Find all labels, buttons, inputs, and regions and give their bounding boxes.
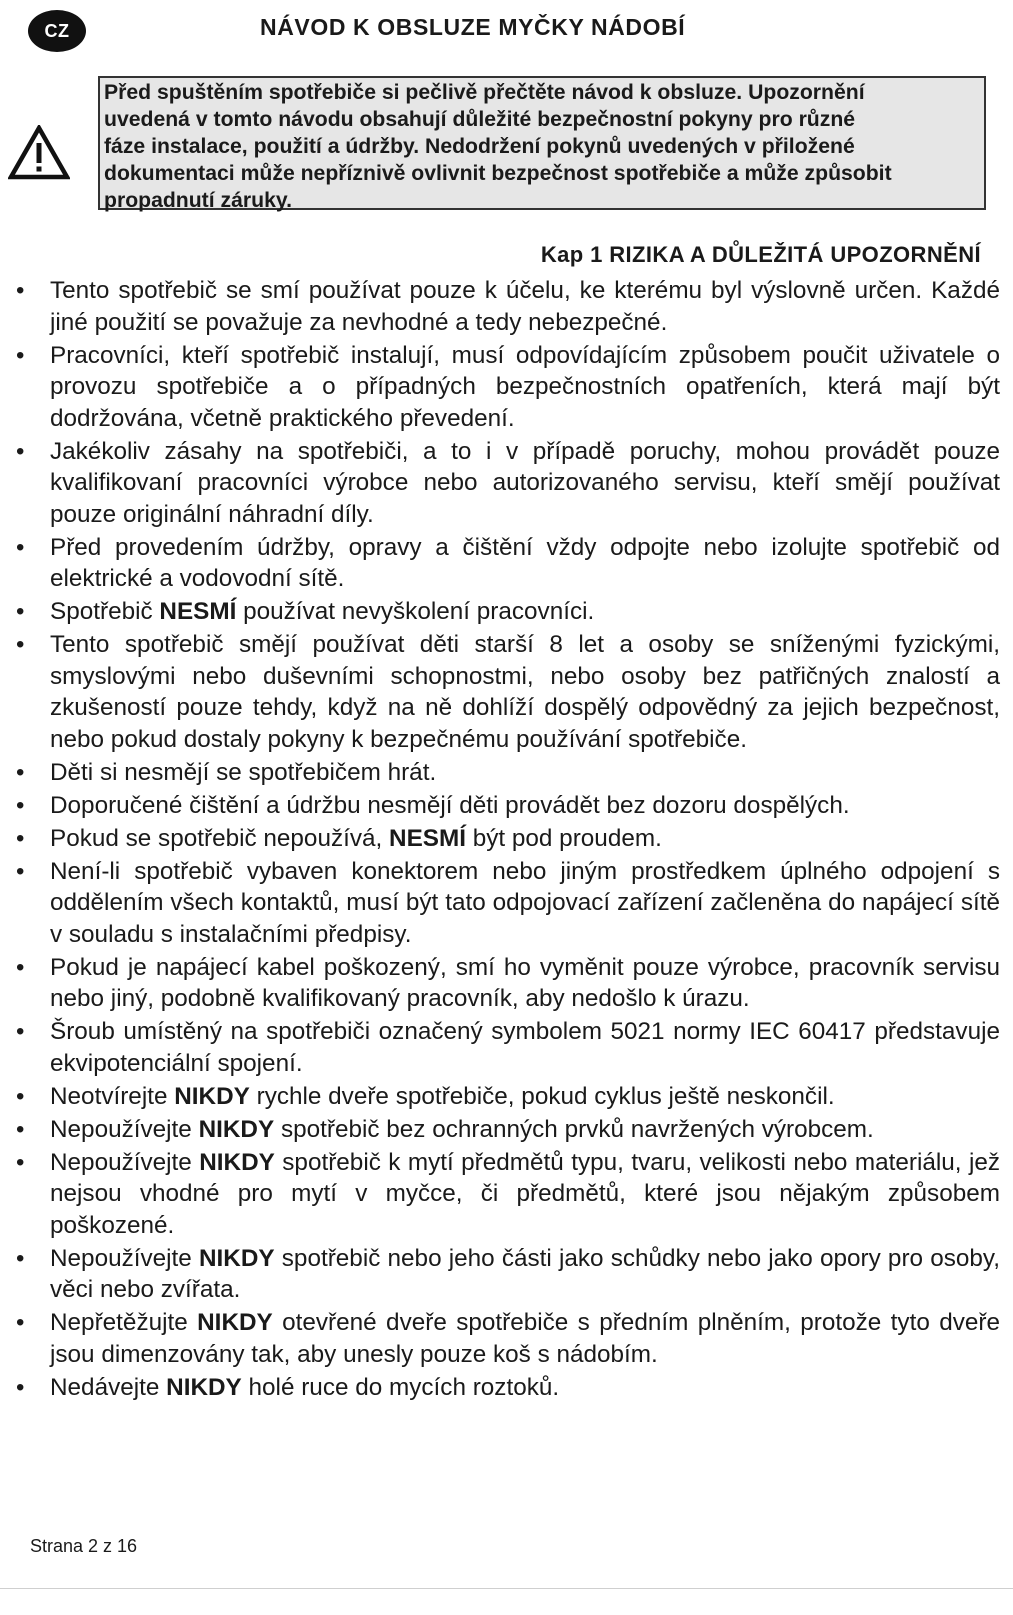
safety-rules-list bbox=[0, 275, 1010, 1405]
safety-rule-item bbox=[0, 856, 1000, 951]
safety-warning-box: Před spuštěním spotřebiče si pečlivě přečtěte návod k obsluze. Upozornění uvedená v tomto návodu obsahují důležité bezpečnostní pokyny pro různé fáze instalace, použití a údržby. Nedodržení pokynů uvedených v přiložené dokumentaci může nepříznivě ovlivnit bezpečnost spotřebiče a může způsobit propadnutí záruky. bbox=[98, 76, 986, 210]
emphasis-text: NESMÍ bbox=[389, 824, 466, 852]
emphasis-text: NESMÍ bbox=[159, 598, 237, 625]
safety-rule-item bbox=[0, 1147, 1000, 1242]
rule-text: používat nevyškolení pracovníci. bbox=[236, 598, 595, 625]
emphasis-text: NIKDY bbox=[198, 1115, 275, 1143]
rule-text: Tento spotřebič smějí používat děti starší 8 let a osoby se sníženými fyzickými, smyslovými nebo duševními schopnostmi, nebo osoby bez patřičných znalostí a zkušeností pouze tehdy, když na ně dohlíží dospělý odpovědný za jejich bezpečnost, nebo pokud dostaly pokyny k bezpečnému používání spotřebiče. bbox=[50, 631, 1000, 753]
rule-text: Tento spotřebič se smí používat pouze k účelu, ke kterému byl výslovně určen. Každé jiné použití se považuje za nevhodné a tedy nebezpečné. bbox=[50, 277, 1000, 336]
rule-text: Šroub umístěný na spotřebiči označený symbolem 5021 normy IEC 60417 představuje ekvipotenciální spojení. bbox=[50, 1018, 1000, 1077]
rule-text: Nepoužívejte bbox=[50, 1148, 200, 1176]
emphasis-text: NIKDY bbox=[197, 1309, 273, 1336]
rule-text: Pokud se spotřebič nepoužívá, bbox=[50, 824, 390, 852]
rule-text: Před provedením údržby, opravy a čištění vždy odpojte nebo izolujte spotřebič od elektrické a vodovodní sítě. bbox=[50, 533, 1000, 592]
document-title: NÁVOD K OBSLUZE MYČKY NÁDOBÍ bbox=[260, 14, 686, 40]
rule-text: Neotvírejte bbox=[50, 1082, 175, 1110]
safety-rule-item bbox=[0, 1372, 1000, 1404]
warning-triangle-icon bbox=[8, 125, 70, 181]
rule-text: Doporučené čištění a údržbu nesmějí děti provádět bez dozoru dospělých. bbox=[50, 791, 850, 819]
safety-rule-item bbox=[0, 275, 1000, 338]
rule-text: Nedávejte bbox=[50, 1373, 167, 1401]
rule-text: Pracovníci, kteří spotřebič instalují, musí odpovídajícím způsobem poučit uživatele o provozu spotřebiče a o případných bezpečnostních opatřeních, která mají být dodržována, včetně praktického převedení. bbox=[50, 341, 1000, 432]
emphasis-text: NIKDY bbox=[199, 1244, 275, 1272]
safety-rule-item bbox=[0, 1114, 1000, 1146]
rule-text: otevřené dveře spotřebiče s předním plněním, protože tyto dveře jsou dimenzovány tak, aby unesly pouze koš s nádobím. bbox=[50, 1309, 1000, 1368]
page-number: Strana 2 z 16 bbox=[30, 1536, 138, 1556]
rule-text: spotřebič bez ochranných prvků navržených výrobcem. bbox=[274, 1115, 874, 1143]
safety-rule-item bbox=[0, 1081, 1000, 1113]
chapter-heading: Kap 1 RIZIKA A DŮLEŽITÁ UPOZORNĚNÍ bbox=[540, 242, 981, 267]
emphasis-text: NIKDY bbox=[174, 1082, 250, 1110]
rule-text: Spotřebič bbox=[50, 598, 160, 625]
rule-text: rychle dveře spotřebiče, pokud cyklus ještě neskončil. bbox=[249, 1082, 835, 1110]
safety-rule-item bbox=[0, 823, 1000, 855]
rule-text: být pod proudem. bbox=[465, 824, 662, 852]
rule-text: Nepoužívejte bbox=[50, 1115, 199, 1143]
safety-rule-item bbox=[0, 1243, 1000, 1306]
emphasis-text: NIKDY bbox=[199, 1148, 275, 1176]
rule-text: spotřebič k mytí předmětů typu, tvaru, velikosti nebo materiálu, jež nejsou vhodné pro mytí v myčce, či předmětů, které jsou nějakým způsobem poškozené. bbox=[50, 1148, 1000, 1239]
safety-rule-item bbox=[0, 629, 1000, 755]
safety-rule-item bbox=[0, 436, 1000, 531]
safety-rule-item bbox=[0, 596, 1000, 628]
page-bottom-divider bbox=[0, 1588, 1013, 1589]
safety-rule-item bbox=[0, 757, 1000, 789]
rule-text: Není-li spotřebič vybaven konektorem nebo jiným prostředkem úplného odpojení s oddělením všech kontaktů, musí být tato odpojovací zařízení začleněna do napájecí sítě v souladu s instalačními předpisy. bbox=[50, 857, 1000, 948]
rule-text: Děti si nesmějí se spotřebičem hrát. bbox=[50, 758, 437, 786]
emphasis-text: NIKDY bbox=[166, 1373, 242, 1401]
safety-rule-item bbox=[0, 340, 1000, 435]
safety-rule-item bbox=[0, 790, 1000, 822]
safety-rule-item bbox=[0, 1016, 1000, 1079]
rule-text: Pokud je napájecí kabel poškozený, smí ho vyměnit pouze výrobce, pracovník servisu nebo jiný, podobně kvalifikovaný pracovník, aby nedošlo k úrazu. bbox=[50, 953, 1000, 1012]
language-badge: CZ bbox=[28, 10, 86, 52]
safety-rule-item bbox=[0, 532, 1000, 595]
rule-text: spotřebič nebo jeho části jako schůdky nebo jako opory pro osoby, věci nebo zvířata. bbox=[50, 1244, 1000, 1303]
rule-text: holé ruce do mycích roztoků. bbox=[241, 1373, 560, 1401]
rule-text: Nepoužívejte bbox=[50, 1244, 199, 1272]
rule-text: Nepřetěžujte bbox=[50, 1309, 198, 1336]
rule-text: Jakékoliv zásahy na spotřebiči, a to i v případě poruchy, mohou provádět pouze kvalifikovaní pracovníci výrobce nebo autorizovaného servisu, kteří smějí používat pouze originální náhradní díly. bbox=[50, 437, 1000, 528]
safety-rule-item bbox=[0, 1307, 1000, 1370]
safety-rule-item bbox=[0, 952, 1000, 1015]
